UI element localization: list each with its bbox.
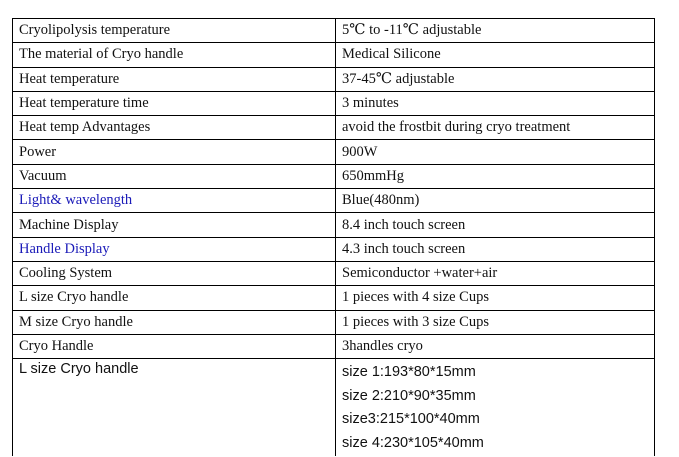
spec-value: Blue(480nm) xyxy=(336,189,655,213)
spec-label: Power xyxy=(13,140,336,164)
spec-row xyxy=(13,213,655,237)
spec-value: 3 minutes xyxy=(336,91,655,115)
spec-row xyxy=(13,237,655,261)
spec-label: Vacuum xyxy=(13,164,336,188)
spec-label: Handle Display xyxy=(13,237,336,261)
spec-row-sizes xyxy=(13,359,655,456)
spec-value: 8.4 inch touch screen xyxy=(336,213,655,237)
spec-row xyxy=(13,310,655,334)
spec-row xyxy=(13,164,655,188)
spec-value: Medical Silicone xyxy=(336,43,655,67)
size-item: size 1:193*80*15mm xyxy=(342,364,476,381)
spec-value: 4.3 inch touch screen xyxy=(336,237,655,261)
spec-value: avoid the frostbit during cryo treatment xyxy=(336,116,655,140)
spec-row xyxy=(13,261,655,285)
spec-value: 1 pieces with 4 size Cups xyxy=(336,286,655,310)
spec-row xyxy=(13,91,655,115)
spec-value: 1 pieces with 3 size Cups xyxy=(336,310,655,334)
spec-label: M size Cryo handle xyxy=(13,310,336,334)
spec-table-body xyxy=(13,19,655,456)
spec-row xyxy=(13,67,655,91)
spec-label: L size Cryo handle xyxy=(13,286,336,310)
spec-label: Heat temperature xyxy=(13,67,336,91)
spec-value: 900W xyxy=(336,140,655,164)
spec-row xyxy=(13,140,655,164)
spec-label: Cryo Handle xyxy=(13,334,336,358)
spec-value: 5℃ to -11℃ adjustable xyxy=(336,19,655,43)
spec-label: Heat temp Advantages xyxy=(13,116,336,140)
spec-value: Semiconductor +water+air xyxy=(336,261,655,285)
spec-row xyxy=(13,286,655,310)
spec-label: L size Cryo handle xyxy=(13,359,336,456)
spec-label: The material of Cryo handle xyxy=(13,43,336,67)
spec-value: 650mmHg xyxy=(336,164,655,188)
spec-label: Cryolipolysis temperature xyxy=(13,19,336,43)
size-item: size 2:210*90*35mm xyxy=(342,387,476,404)
spec-label: Machine Display xyxy=(13,213,336,237)
spec-row xyxy=(13,19,655,43)
size-item: size3:215*100*40mm xyxy=(342,411,480,428)
spec-row xyxy=(13,334,655,358)
spec-value: 37-45℃ adjustable xyxy=(336,67,655,91)
spec-value: 3handles cryo xyxy=(336,334,655,358)
spec-label: Heat temperature time xyxy=(13,91,336,115)
spec-row xyxy=(13,116,655,140)
spec-label: Light& wavelength xyxy=(13,189,336,213)
size-list xyxy=(336,359,655,456)
size-item: size 4:230*105*40mm xyxy=(342,434,484,451)
spec-row xyxy=(13,189,655,213)
spec-table xyxy=(12,18,655,456)
spec-label: Cooling System xyxy=(13,261,336,285)
spec-row xyxy=(13,43,655,67)
